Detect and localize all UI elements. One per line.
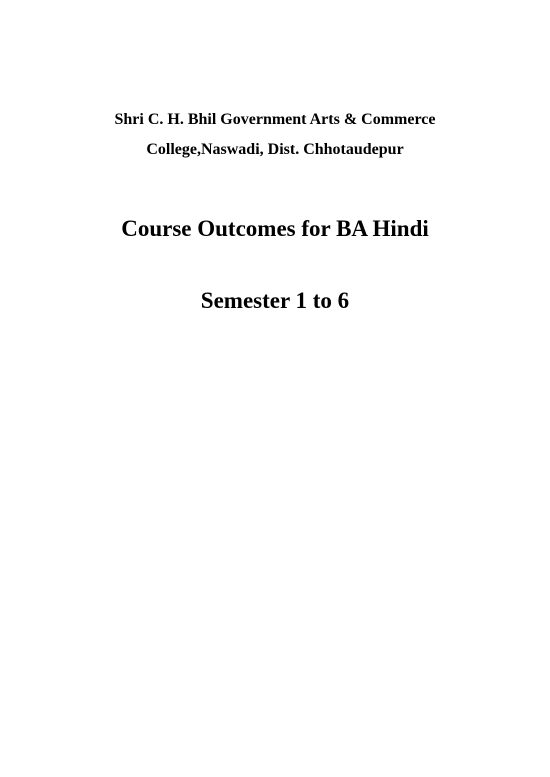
institution-name-line-2: College,Naswadi, Dist. Chhotaudepur xyxy=(146,141,404,158)
document-title: Course Outcomes for BA Hindi xyxy=(121,216,429,241)
document-subtitle: Semester 1 to 6 xyxy=(200,288,350,313)
institution-name-line-1: Shri C. H. Bhil Government Arts & Commerce xyxy=(114,111,436,128)
